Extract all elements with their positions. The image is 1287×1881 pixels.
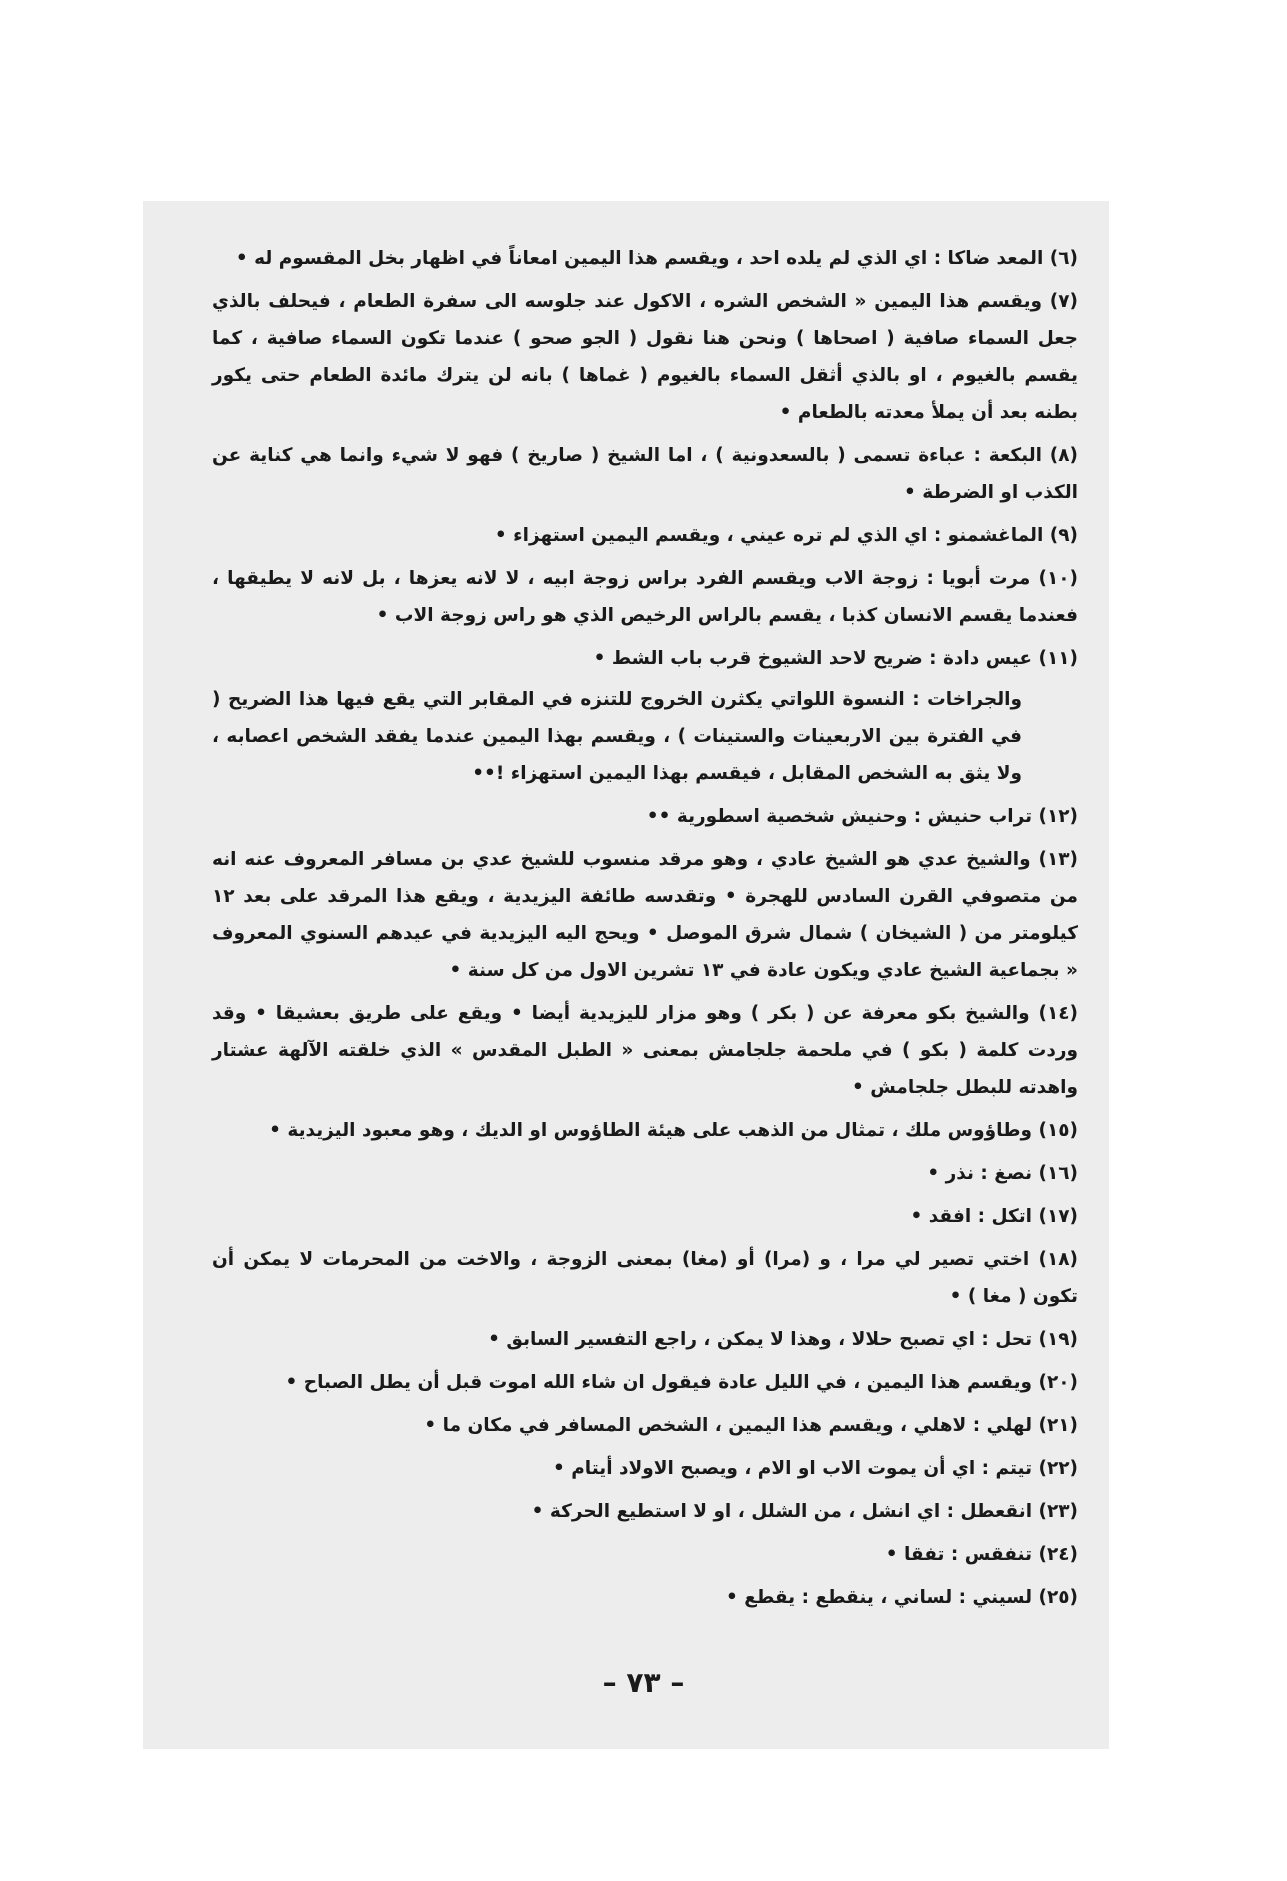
footnote-17: (١٧) اتكل : افقد •: [910, 1206, 1078, 1227]
footnote-13: (١٣) والشيخ عدي هو الشيخ عادي ، وهو مرقد منسوب للشيخ عدي بن مسافر المعروف عنه انه من متصوفي القرن السادس للهجرة • وتقدسه طائفة اليزيدية ، ويقع هذا المرقد على بعد ١٢ كيلومتر من ( الشيخان ) شمال شرق الموصل • ويحج اليه اليزيدية في عيدهم السنوي المعروف « بجماعية الشيخ عادي ويكون عادة في ١٣ تشرين الاول من كل سنة •: [212, 849, 1078, 981]
footnote-16: (١٦) نصغ : نذر •: [927, 1163, 1078, 1184]
footnote-14: (١٤) والشيخ بكو معرفة عن ( بكر ) وهو مزار لليزيدية أيضا • ويقع على طريق بعشيقا • وقد وردت كلمة ( بكو ) في ملحمة جلجامش بمعنى « الطبل المقدس » الذي خلقته الآلهة عشتار واهدته للبطل جلجامش •: [212, 1003, 1078, 1098]
footnote-18: (١٨) اختي تصير لي مرا ، و (مرا) أو (مغا) بمعنى الزوجة ، والاخت من المحرمات لا يمكن أن تكون ( مغا ) •: [212, 1249, 1078, 1307]
footnote-11-continuation: والجراخات : النسوة اللواتي يكثرن الخروج للتنزه في المقابر التي يقع فيها هذا الضريح ( في الفترة بين الاربعينات والستينات ) ، ويقسم بهذا اليمين عندما يفقد الشخص اعصابه ، ولا يثق به الشخص المقابل ، فيقسم بهذا اليمين استهزاء !••: [212, 689, 1022, 784]
footnote-23: (٢٣) انقعطل : اي انشل ، من الشلل ، او لا استطيع الحركة •: [531, 1501, 1078, 1522]
footnotes-body: [212, 240, 1078, 1622]
footnote-11: (١١) عيس دادة : ضريح لاحد الشيوخ قرب باب الشط •: [593, 648, 1078, 669]
footnote-10: (١٠) مرت أبويا : زوجة الاب ويقسم الفرد براس زوجة ابيه ، لا لانه يعزها ، بل لانه لا يطيقها ، فعندما يقسم الانسان كذبا ، يقسم بالراس الرخيص الذي هو راس زوجة الاب •: [212, 568, 1078, 626]
footnote-6: (٦) المعد ضاكا : اي الذي لم يلده احد ، ويقسم هذا اليمين امعاناً في اظهار بخل المقسوم له •: [235, 248, 1078, 269]
footnote-9: (٩) الماغشمنو : اي الذي لم تره عيني ، ويقسم اليمين استهزاء •: [494, 525, 1078, 546]
footnote-19: (١٩) تحل : اي تصبح حلالا ، وهذا لا يمكن ، راجع التفسير السابق •: [488, 1329, 1078, 1350]
footnote-21: (٢١) لهلي : لاهلي ، ويقسم هذا اليمين ، الشخص المسافر في مكان ما •: [424, 1415, 1078, 1436]
footnote-20: (٢٠) ويقسم هذا اليمين ، في الليل عادة فيقول ان شاء الله اموت قبل أن يطل الصباح •: [285, 1372, 1078, 1393]
footnote-22: (٢٢) تيتم : اي أن يموت الاب او الام ، ويصبح الاولاد أيتام •: [552, 1458, 1078, 1479]
page-number: – ٧٣ –: [602, 1666, 685, 1699]
footnote-25: (٢٥) لسيني : لساني ، ينقطع : يقطع •: [725, 1587, 1078, 1608]
footnote-7: (٧) ويقسم هذا اليمين « الشخص الشره ، الاكول عند جلوسه الى سفرة الطعام ، فيحلف بالذي جعل السماء صافية ( اصحاها ) ونحن هنا نقول ( الجو صحو ) عندما تكون السماء صافية ، كما يقسم بالغيوم ، او بالذي أثقل السماء بالغيوم ( غماها ) بانه لن يترك مائدة الطعام حتى يكور بطنه بعد أن يملأ معدته بالطعام •: [212, 291, 1078, 423]
footnote-15: (١٥) وطاؤوس ملك ، تمثال من الذهب على هيئة الطاؤوس او الديك ، وهو معبود اليزيدية •: [269, 1120, 1078, 1141]
footnote-8: (٨) البكعة : عباءة تسمى ( بالسعدونية ) ، اما الشيخ ( صاريخ ) فهو لا شيء وانما هي كناية عن الكذب او الضرطة •: [212, 445, 1078, 503]
footnote-12: (١٢) تراب حنيش : وحنيش شخصية اسطورية ••: [646, 806, 1078, 827]
footnote-24: (٢٤) تنفقس : تفقا •: [885, 1544, 1078, 1565]
